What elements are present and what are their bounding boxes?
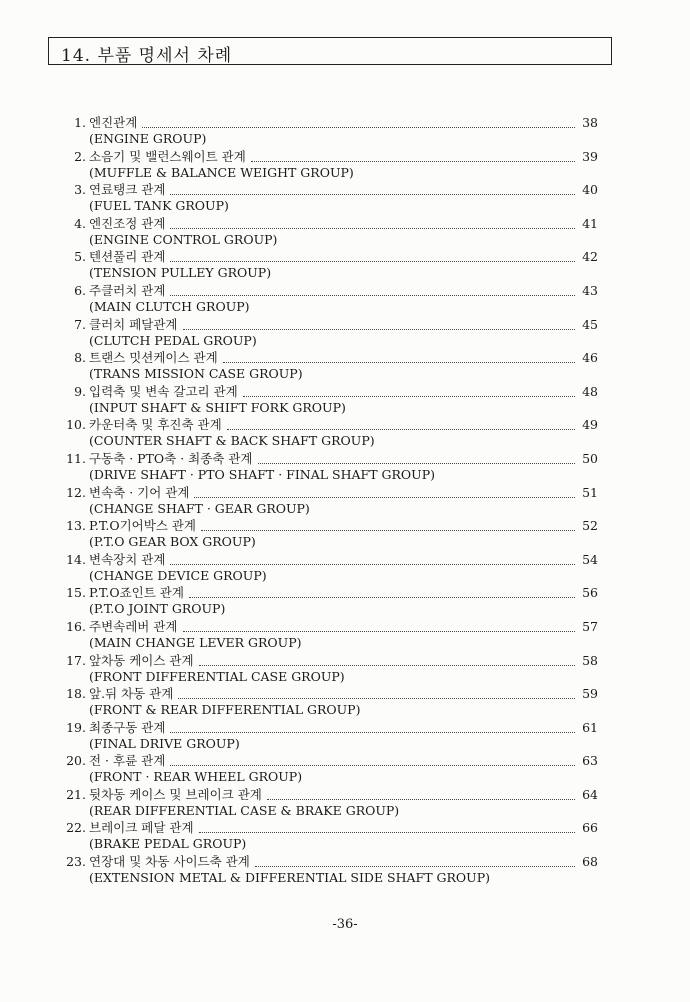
- toc-entry-korean-title: 변속축 · 기어 관계: [89, 484, 190, 500]
- toc-entry-page: 42: [582, 249, 598, 265]
- toc-entry-page: 57: [582, 618, 598, 634]
- dot-leader: [178, 688, 575, 699]
- table-of-contents: [56, 114, 598, 887]
- dot-leader: [267, 789, 575, 800]
- dot-leader: [227, 419, 575, 430]
- toc-entry: [56, 652, 598, 686]
- toc-entry: [56, 752, 598, 786]
- toc-entry: [56, 584, 598, 618]
- toc-entry: [56, 114, 598, 148]
- toc-entry-korean-title: 뒷차동 케이스 및 브레이크 관계: [89, 786, 262, 802]
- toc-entry-number: 13.: [66, 518, 86, 534]
- toc-entry-heading: [56, 114, 598, 131]
- dot-leader: [170, 722, 575, 733]
- toc-entry-heading: [56, 853, 598, 870]
- toc-entry-korean-title: 연료탱크 관계: [89, 182, 166, 198]
- toc-entry-english-title: (P.T.O JOINT GROUP): [89, 601, 226, 617]
- toc-entry-english-title: (TENSION PULLEY GROUP): [89, 265, 272, 281]
- toc-entry-heading: [56, 282, 598, 299]
- toc-entry-number: 21.: [66, 786, 86, 802]
- toc-entry-english-title: (DRIVE SHAFT · PTO SHAFT · FINAL SHAFT GROUP): [89, 466, 435, 482]
- toc-entry-korean-title: 텐션풀리 관계: [89, 249, 166, 265]
- dot-leader: [170, 184, 575, 195]
- dot-leader: [199, 822, 575, 833]
- toc-entry-page: 39: [582, 148, 598, 164]
- toc-entry-korean-title: 브레이크 페달 관계: [89, 820, 194, 836]
- dot-leader: [142, 117, 575, 128]
- toc-entry: [56, 181, 598, 215]
- dot-leader: [255, 856, 575, 867]
- toc-entry-english-title: (FRONT DIFFERENTIAL CASE GROUP): [89, 668, 345, 684]
- toc-entry-heading: [56, 551, 598, 568]
- toc-entry-english-title: (CLUTCH PEDAL GROUP): [89, 332, 257, 348]
- toc-entry-korean-title: 연장대 및 차동 사이드축 관계: [89, 854, 250, 870]
- toc-entry-page: 56: [582, 585, 598, 601]
- toc-entry-heading: [56, 450, 598, 467]
- toc-entry-page: 51: [582, 484, 598, 500]
- toc-entry-korean-title: 최종구동 관계: [89, 719, 166, 735]
- dot-leader: [243, 386, 575, 397]
- toc-entry-number: 2.: [74, 148, 86, 164]
- toc-entry-english-title: (COUNTER SHAFT & BACK SHAFT GROUP): [89, 433, 375, 449]
- toc-entry-number: 23.: [66, 854, 86, 870]
- toc-entry-english-title: (EXTENSION METAL & DIFFERENTIAL SIDE SHAFT GROUP): [89, 870, 490, 886]
- toc-entry-english-title: (CHANGE SHAFT · GEAR GROUP): [89, 500, 310, 516]
- toc-entry-heading: [56, 752, 598, 769]
- toc-entry-english-title: (ENGINE CONTROL GROUP): [89, 231, 278, 247]
- toc-entry-korean-title: 엔진조정 관계: [89, 215, 166, 231]
- toc-entry-page: 50: [582, 450, 598, 466]
- toc-entry-heading: [56, 316, 598, 333]
- toc-entry-number: 20.: [66, 753, 86, 769]
- toc-entry-heading: [56, 584, 598, 601]
- toc-entry-page: 49: [582, 417, 598, 433]
- toc-entry-number: 16.: [66, 618, 86, 634]
- section-title: 14. 부품 명세서 차례: [61, 46, 233, 66]
- toc-entry: [56, 248, 598, 282]
- toc-entry: [56, 551, 598, 585]
- toc-entry: [56, 316, 598, 350]
- dot-leader: [170, 285, 575, 296]
- toc-entry-english-title: (INPUT SHAFT & SHIFT FORK GROUP): [89, 399, 346, 415]
- toc-entry: [56, 853, 598, 887]
- toc-entry-korean-title: 주클러치 관계: [89, 282, 166, 298]
- toc-entry-heading: [56, 719, 598, 736]
- toc-entry-number: 12.: [66, 484, 86, 500]
- dot-leader: [183, 621, 576, 632]
- toc-entry-korean-title: 주변속레버 관계: [89, 618, 178, 634]
- toc-entry-heading: [56, 517, 598, 534]
- toc-entry-korean-title: 입력축 및 변속 갈고리 관계: [89, 383, 238, 399]
- toc-entry-english-title: (FRONT · REAR WHEEL GROUP): [89, 769, 303, 785]
- toc-entry-english-title: (TRANS MISSION CASE GROUP): [89, 366, 303, 382]
- toc-entry: [56, 383, 598, 417]
- toc-entry-korean-title: 소음기 및 밸런스웨이트 관계: [89, 148, 246, 164]
- toc-entry-page: 66: [582, 820, 598, 836]
- toc-entry-english-title: (FUEL TANK GROUP): [89, 198, 229, 214]
- toc-entry-english-title: (MAIN CLUTCH GROUP): [89, 298, 250, 314]
- toc-entry-number: 18.: [66, 686, 86, 702]
- toc-entry-number: 9.: [74, 383, 86, 399]
- toc-entry-english-title: (BRAKE PEDAL GROUP): [89, 836, 247, 852]
- toc-entry: [56, 450, 598, 484]
- toc-entry-heading: [56, 652, 598, 669]
- toc-entry-english-title: (CHANGE DEVICE GROUP): [89, 567, 267, 583]
- toc-entry-english-title: (ENGINE GROUP): [89, 131, 207, 146]
- dot-leader: [258, 453, 576, 464]
- dot-leader: [170, 218, 575, 229]
- toc-entry-number: 11.: [66, 450, 86, 466]
- toc-entry-number: 7.: [74, 316, 86, 332]
- toc-entry-page: 68: [582, 854, 598, 870]
- toc-entry-page: 43: [582, 282, 598, 298]
- toc-entry: [56, 685, 598, 719]
- toc-entry-heading: [56, 416, 598, 433]
- toc-entry-heading: [56, 248, 598, 265]
- toc-entry-korean-title: 앞차동 케이스 관계: [89, 652, 194, 668]
- toc-entry-number: 17.: [66, 652, 86, 668]
- toc-entry-korean-title: 앞.뒤 차동 관계: [89, 686, 174, 702]
- toc-entry-number: 22.: [66, 820, 86, 836]
- toc-entry-page: 61: [582, 719, 598, 735]
- toc-entry-korean-title: P.T.O기어박스 관계: [89, 518, 196, 534]
- toc-entry: [56, 148, 598, 182]
- dot-leader: [199, 655, 575, 666]
- toc-entry-number: 15.: [66, 585, 86, 601]
- dot-leader: [189, 587, 575, 598]
- toc-entry-heading: [56, 148, 598, 165]
- dot-leader: [170, 251, 575, 262]
- toc-entry-heading: [56, 181, 598, 198]
- toc-entry-korean-title: 클러치 페달관계: [89, 316, 178, 332]
- toc-entry-korean-title: 트랜스 밋션케이스 관계: [89, 350, 218, 366]
- toc-entry-number: 5.: [74, 249, 86, 265]
- toc-entry-korean-title: 카운터축 및 후진축 관계: [89, 417, 222, 433]
- toc-entry-heading: [56, 383, 598, 400]
- toc-entry-number: 6.: [74, 282, 86, 298]
- toc-entry-page: 45: [582, 316, 598, 332]
- toc-entry: [56, 618, 598, 652]
- dot-leader: [223, 352, 575, 363]
- toc-entry-page: 40: [582, 182, 598, 198]
- toc-entry-number: 1.: [74, 115, 86, 130]
- toc-entry: [56, 215, 598, 249]
- dot-leader: [194, 487, 575, 498]
- toc-entry-english-title: (P.T.O GEAR BOX GROUP): [89, 534, 256, 550]
- toc-entry: [56, 517, 598, 551]
- dot-leader: [183, 319, 576, 330]
- toc-entry-english-title: (FRONT & REAR DIFFERENTIAL GROUP): [89, 702, 361, 718]
- toc-entry-page: 52: [582, 518, 598, 534]
- toc-entry-korean-title: 엔진관계: [89, 115, 138, 130]
- toc-entry-korean-title: 구동축 · PTO축 · 최종축 관계: [89, 450, 253, 466]
- toc-entry-heading: [56, 618, 598, 635]
- dot-leader: [201, 520, 575, 531]
- toc-entry-page: 54: [582, 551, 598, 567]
- toc-entry-number: 14.: [66, 551, 86, 567]
- toc-entry-number: 19.: [66, 719, 86, 735]
- toc-entry: [56, 819, 598, 853]
- toc-entry-number: 8.: [74, 350, 86, 366]
- toc-entry-page: 38: [582, 115, 598, 130]
- toc-entry-number: 3.: [74, 182, 86, 198]
- toc-entry-korean-title: P.T.O죠인트 관계: [89, 585, 184, 601]
- toc-entry-korean-title: 전 · 후륜 관계: [89, 753, 166, 769]
- toc-entry-english-title: (MAIN CHANGE LEVER GROUP): [89, 634, 302, 650]
- toc-entry: [56, 416, 598, 450]
- toc-entry-heading: [56, 786, 598, 803]
- dot-leader: [170, 755, 575, 766]
- toc-entry-heading: [56, 484, 598, 501]
- toc-entry-korean-title: 변속장치 관계: [89, 551, 166, 567]
- toc-entry-english-title: (REAR DIFFERENTIAL CASE & BRAKE GROUP): [89, 802, 400, 818]
- dot-leader: [251, 151, 575, 162]
- page-number: -36-: [332, 917, 358, 932]
- toc-entry-page: 48: [582, 383, 598, 399]
- toc-entry-page: 58: [582, 652, 598, 668]
- toc-entry-page: 41: [582, 215, 598, 231]
- toc-entry-page: 63: [582, 753, 598, 769]
- toc-entry: [56, 786, 598, 820]
- toc-entry-page: 59: [582, 686, 598, 702]
- toc-entry-english-title: (MUFFLE & BALANCE WEIGHT GROUP): [89, 164, 354, 180]
- toc-entry: [56, 484, 598, 518]
- toc-entry-heading: [56, 215, 598, 232]
- toc-entry: [56, 349, 598, 383]
- toc-entry-number: 4.: [74, 215, 86, 231]
- toc-entry: [56, 282, 598, 316]
- dot-leader: [170, 554, 575, 565]
- toc-entry-heading: [56, 349, 598, 366]
- toc-entry: [56, 719, 598, 753]
- toc-entry-english-title: (FINAL DRIVE GROUP): [89, 735, 240, 751]
- toc-entry-heading: [56, 819, 598, 836]
- toc-entry-page: 64: [582, 786, 598, 802]
- toc-entry-page: 46: [582, 350, 598, 366]
- section-title-box: [48, 37, 612, 65]
- toc-entry-heading: [56, 685, 598, 702]
- toc-entry-number: 10.: [66, 417, 86, 433]
